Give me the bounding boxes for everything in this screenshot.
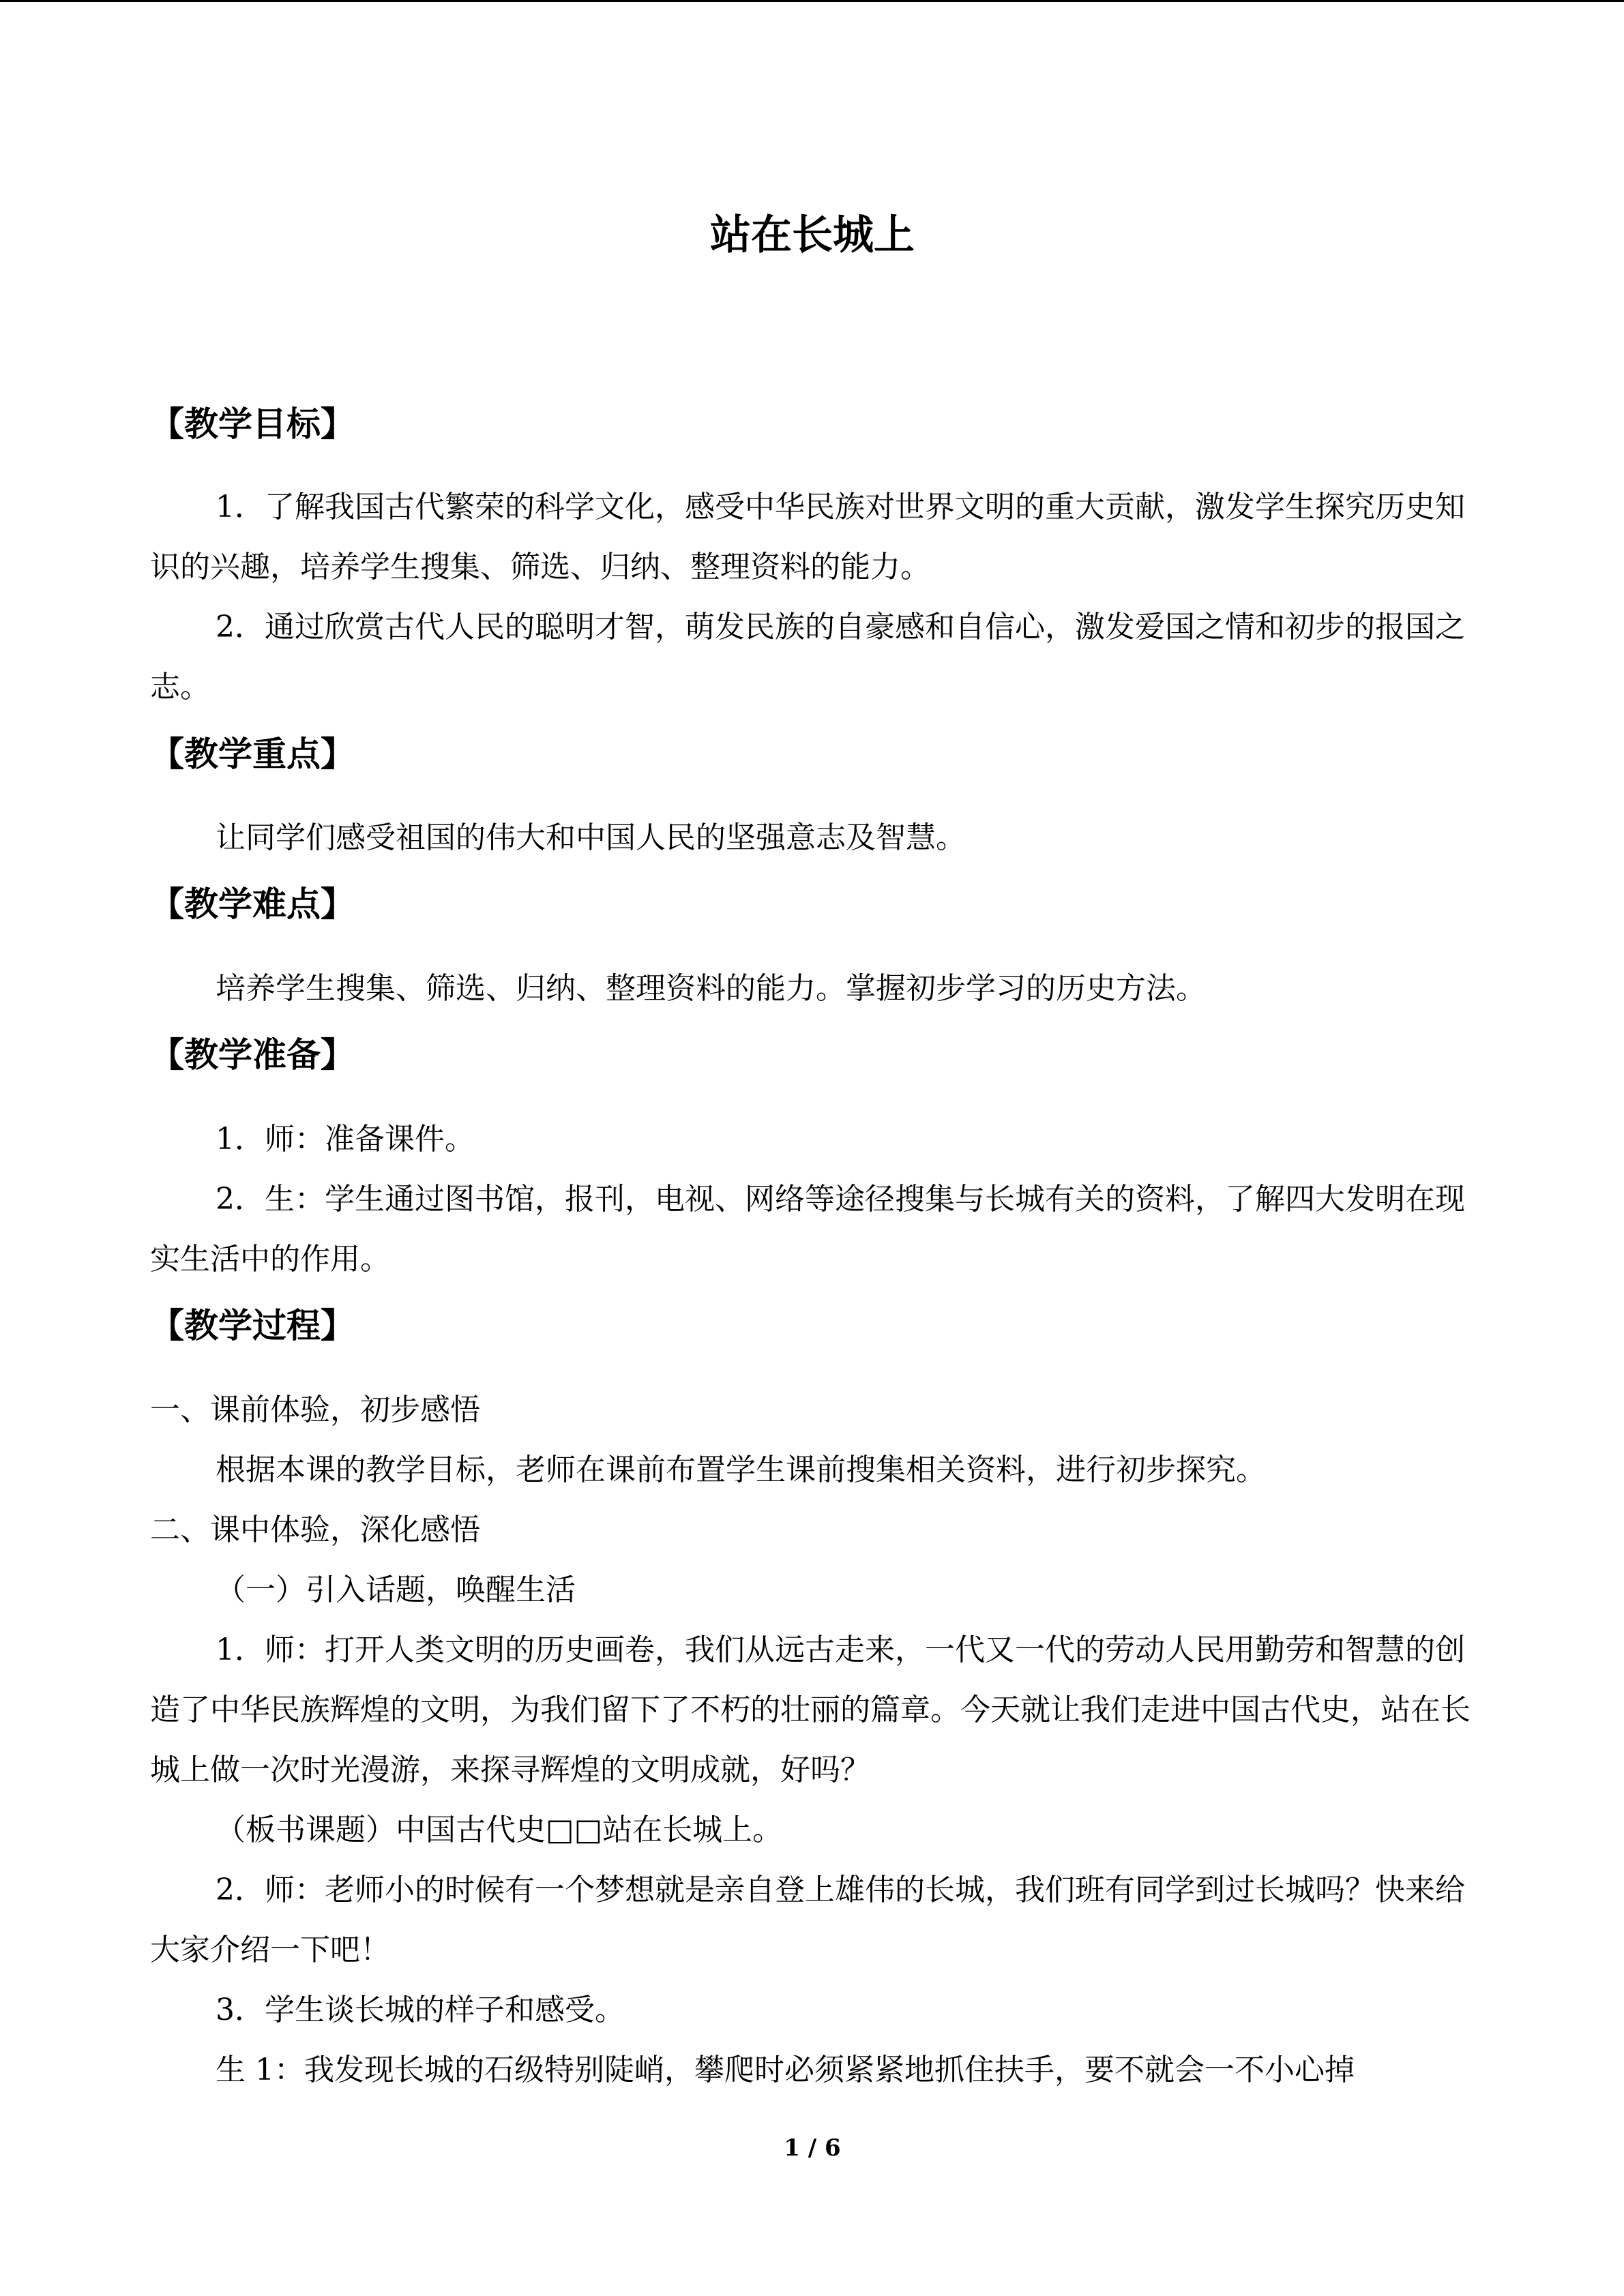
process-step1: 1．师：打开人类文明的历史画卷，我们从远古走来，一代又一代的劳动人民用勤劳和智慧的创造了中华民族辉煌的文明，为我们留下了不朽的壮丽的篇章。今天就让我们走进中国古代史，站在长城上做一次时光漫游，来探寻辉煌的文明成就，好吗？ [150,1632,1471,1787]
heading-difficulties: 【教学难点】 [150,884,355,924]
page-number: 1 / 6 [784,2134,841,2162]
preparation-item-1: 1．师：准备课件。 [216,1122,475,1157]
heading-preparation: 【教学准备】 [150,1035,355,1075]
objective-item-2: 2．通过欣赏古代人民的聪明才智，萌发民族的自豪感和自信心，激发爱国之情和初步的报国之志。 [150,610,1465,704]
process-sub1-title: （一）引入话题，唤醒生活 [216,1572,576,1607]
document-page [150,0,1475,2296]
heading-objectives: 【教学目标】 [150,404,355,444]
process-part1-text: 根据本课的教学目标，老师在课前布置学生课前搜集相关资料，进行初步探究。 [216,1452,1266,1487]
process-student1: 生 1：我发现长城的石级特别陡峭，攀爬时必须紧紧地抓住扶手，要不就会一不小心掉 [216,2053,1355,2087]
difficulties-text: 培养学生搜集、筛选、归纳、整理资料的能力。掌握初步学习的历史方法。 [216,971,1206,1006]
process-step2: 2．师：老师小的时候有一个梦想就是亲自登上雄伟的长城，我们班有同学到过长城吗？快来给大家介绍一下吧！ [150,1873,1465,1967]
document-title: 站在长城上 [710,211,915,259]
key-points-text: 让同学们感受祖国的伟大和中国人民的坚强意志及智慧。 [216,820,966,855]
process-part2-title: 二、课中体验，深化感悟 [150,1512,480,1547]
process-step3: 3．学生谈长城的样子和感受。 [216,1993,625,2027]
preparation-item-2: 2．生：学生通过图书馆，报刊，电视、网络等途径搜集与长城有关的资料，了解四大发明在现实生活中的作用。 [150,1182,1465,1277]
heading-key-points: 【教学重点】 [150,734,355,774]
objective-item-1: 1．了解我国古代繁荣的科学文化，感受中华民族对世界文明的重大贡献，激发学生探究历史知识的兴趣，培养学生搜集、筛选、归纳、整理资料的能力。 [150,490,1465,584]
heading-process: 【教学过程】 [150,1306,355,1345]
process-board: （板书课题）中国古代史□□站在长城上。 [216,1813,783,1847]
process-part1-title: 一、课前体验，初步感悟 [150,1392,480,1427]
